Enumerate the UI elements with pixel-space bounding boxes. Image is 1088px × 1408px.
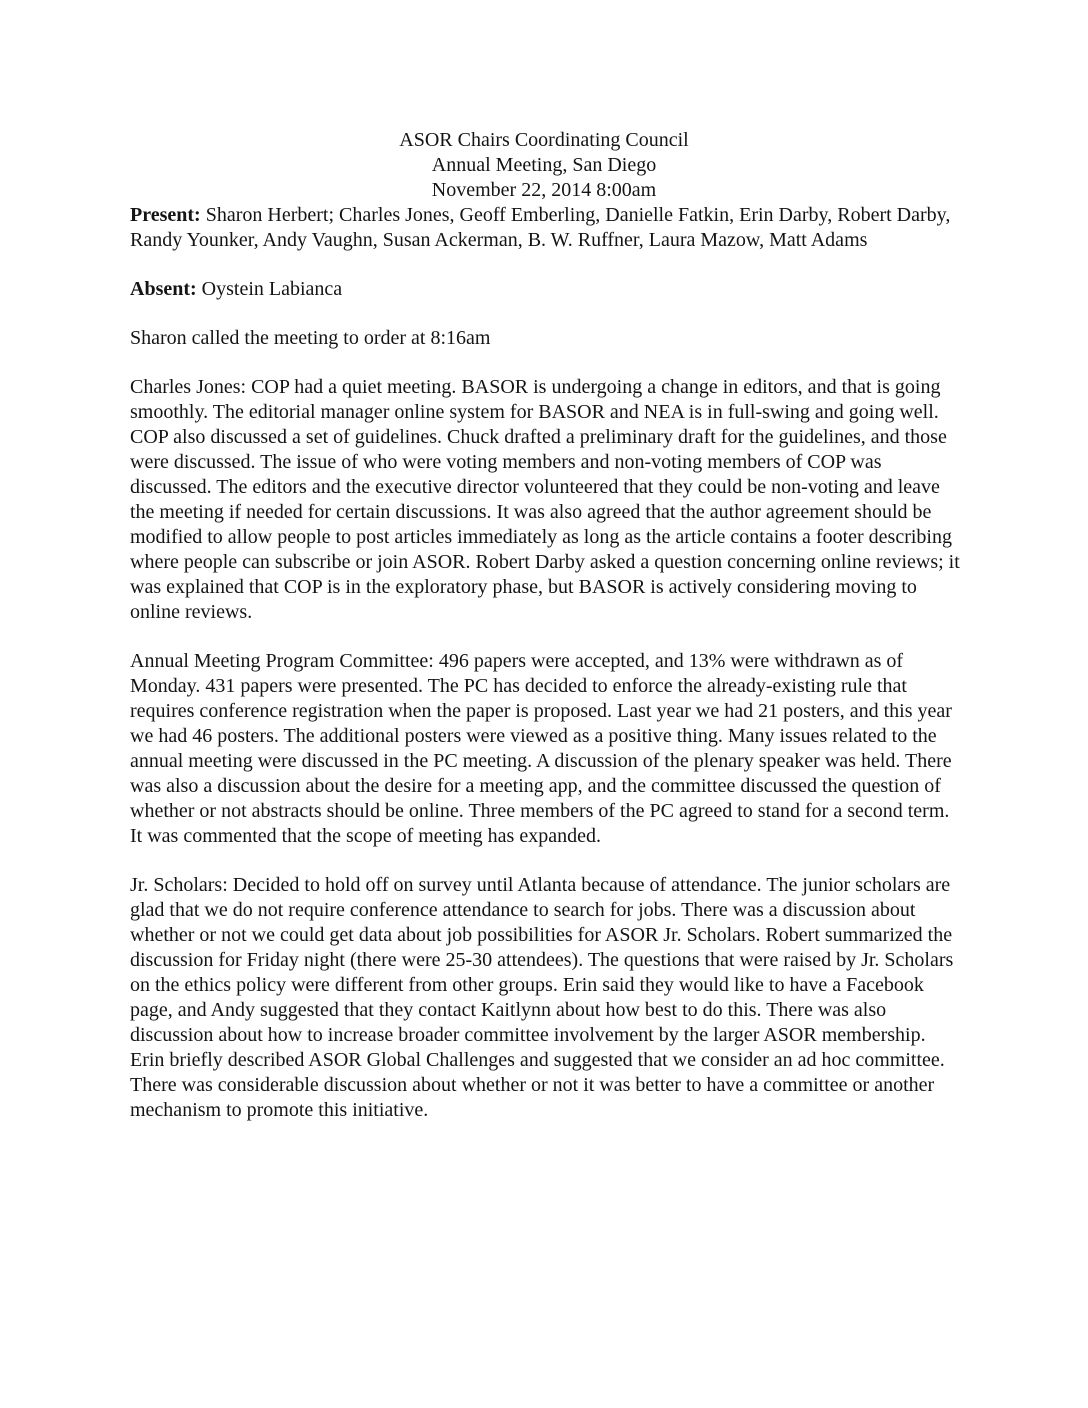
absent-list: Oystein Labianca [196, 278, 343, 300]
present-list: Sharon Herbert; Charles Jones, Geoff Emberling, Danielle Fatkin, Erin Darby, Robert Darby, Randy Younker, Andy Vaughn, Susan Ackerman, B. W. Ruffner, Laura Mazow, Matt Adams [130, 204, 951, 251]
header-date: November 22, 2014 8:00am [431, 179, 657, 201]
charles-jones-paragraph: Charles Jones: COP had a quiet meeting. BASOR is undergoing a change in editors, and that is going smoothly. The editorial manager online system for BASOR and NEA is in full-swing and going well. COP also discussed a set of guidelines. Chuck drafted a preliminary draft for the guidelines, and those were discussed. The issue of who were voting members and non-voting members of COP was discussed. The editors and the executive director volunteered that they could be non-voting and leave the meeting if needed for certain discussions. It was also agreed that the author agreement should be modified to allow people to post articles immediately as long as the article contains a footer describing where people can subscribe or join ASOR. Robert Darby asked a question concerning online reviews; it was explained that COP is in the exploratory phase, but BASOR is actively considering moving to online reviews. [130, 376, 960, 623]
absent-paragraph [130, 277, 960, 302]
header-subtitle: Annual Meeting, San Diego [431, 154, 657, 176]
present-label: Present: [130, 204, 201, 226]
jr-scholars-paragraph: Jr. Scholars: Decided to hold off on survey until Atlanta because of attendance. The junior scholars are glad that we do not require conference attendance to search for jobs. There was a discussion about whether or not we could get data about job possibilities for ASOR Jr. Scholars. Robert summarized the discussion for Friday night (there were 25-30 attendees). The questions that were raised by Jr. Scholars on the ethics policy were different from other groups. Erin said they would like to have a Facebook page, and Andy suggested that they contact Kaitlynn about how best to do this. There was also discussion about how to increase broader committee involvement by the larger ASOR membership. Erin briefly described ASOR Global Challenges and suggested that we consider an ad hoc committee. There was considerable discussion about whether or not it was better to have a committee or another mechanism to promote this initiative. [130, 874, 954, 1121]
document-body [130, 203, 960, 1147]
document-header [0, 128, 1088, 203]
absent-label: Absent: [130, 278, 197, 300]
call-to-order-paragraph: Sharon called the meeting to order at 8:16am [130, 327, 491, 349]
present-paragraph [130, 203, 960, 253]
header-title: ASOR Chairs Coordinating Council [399, 129, 689, 151]
program-committee-paragraph: Annual Meeting Program Committee: 496 papers were accepted, and 13% were withdrawn as of Monday. 431 papers were presented. The PC has decided to enforce the already-existing rule that requires conference registration when the paper is proposed. Last year we had 21 posters, and this year we had 46 posters. The additional posters were viewed as a positive thing. Many issues related to the annual meeting were discussed in the PC meeting. A discussion of the plenary speaker was held. There was also a discussion about the desire for a meeting app, and the committee discussed the question of whether or not abstracts should be online. Three members of the PC agreed to stand for a second term. It was commented that the scope of meeting has expanded. [130, 650, 952, 847]
